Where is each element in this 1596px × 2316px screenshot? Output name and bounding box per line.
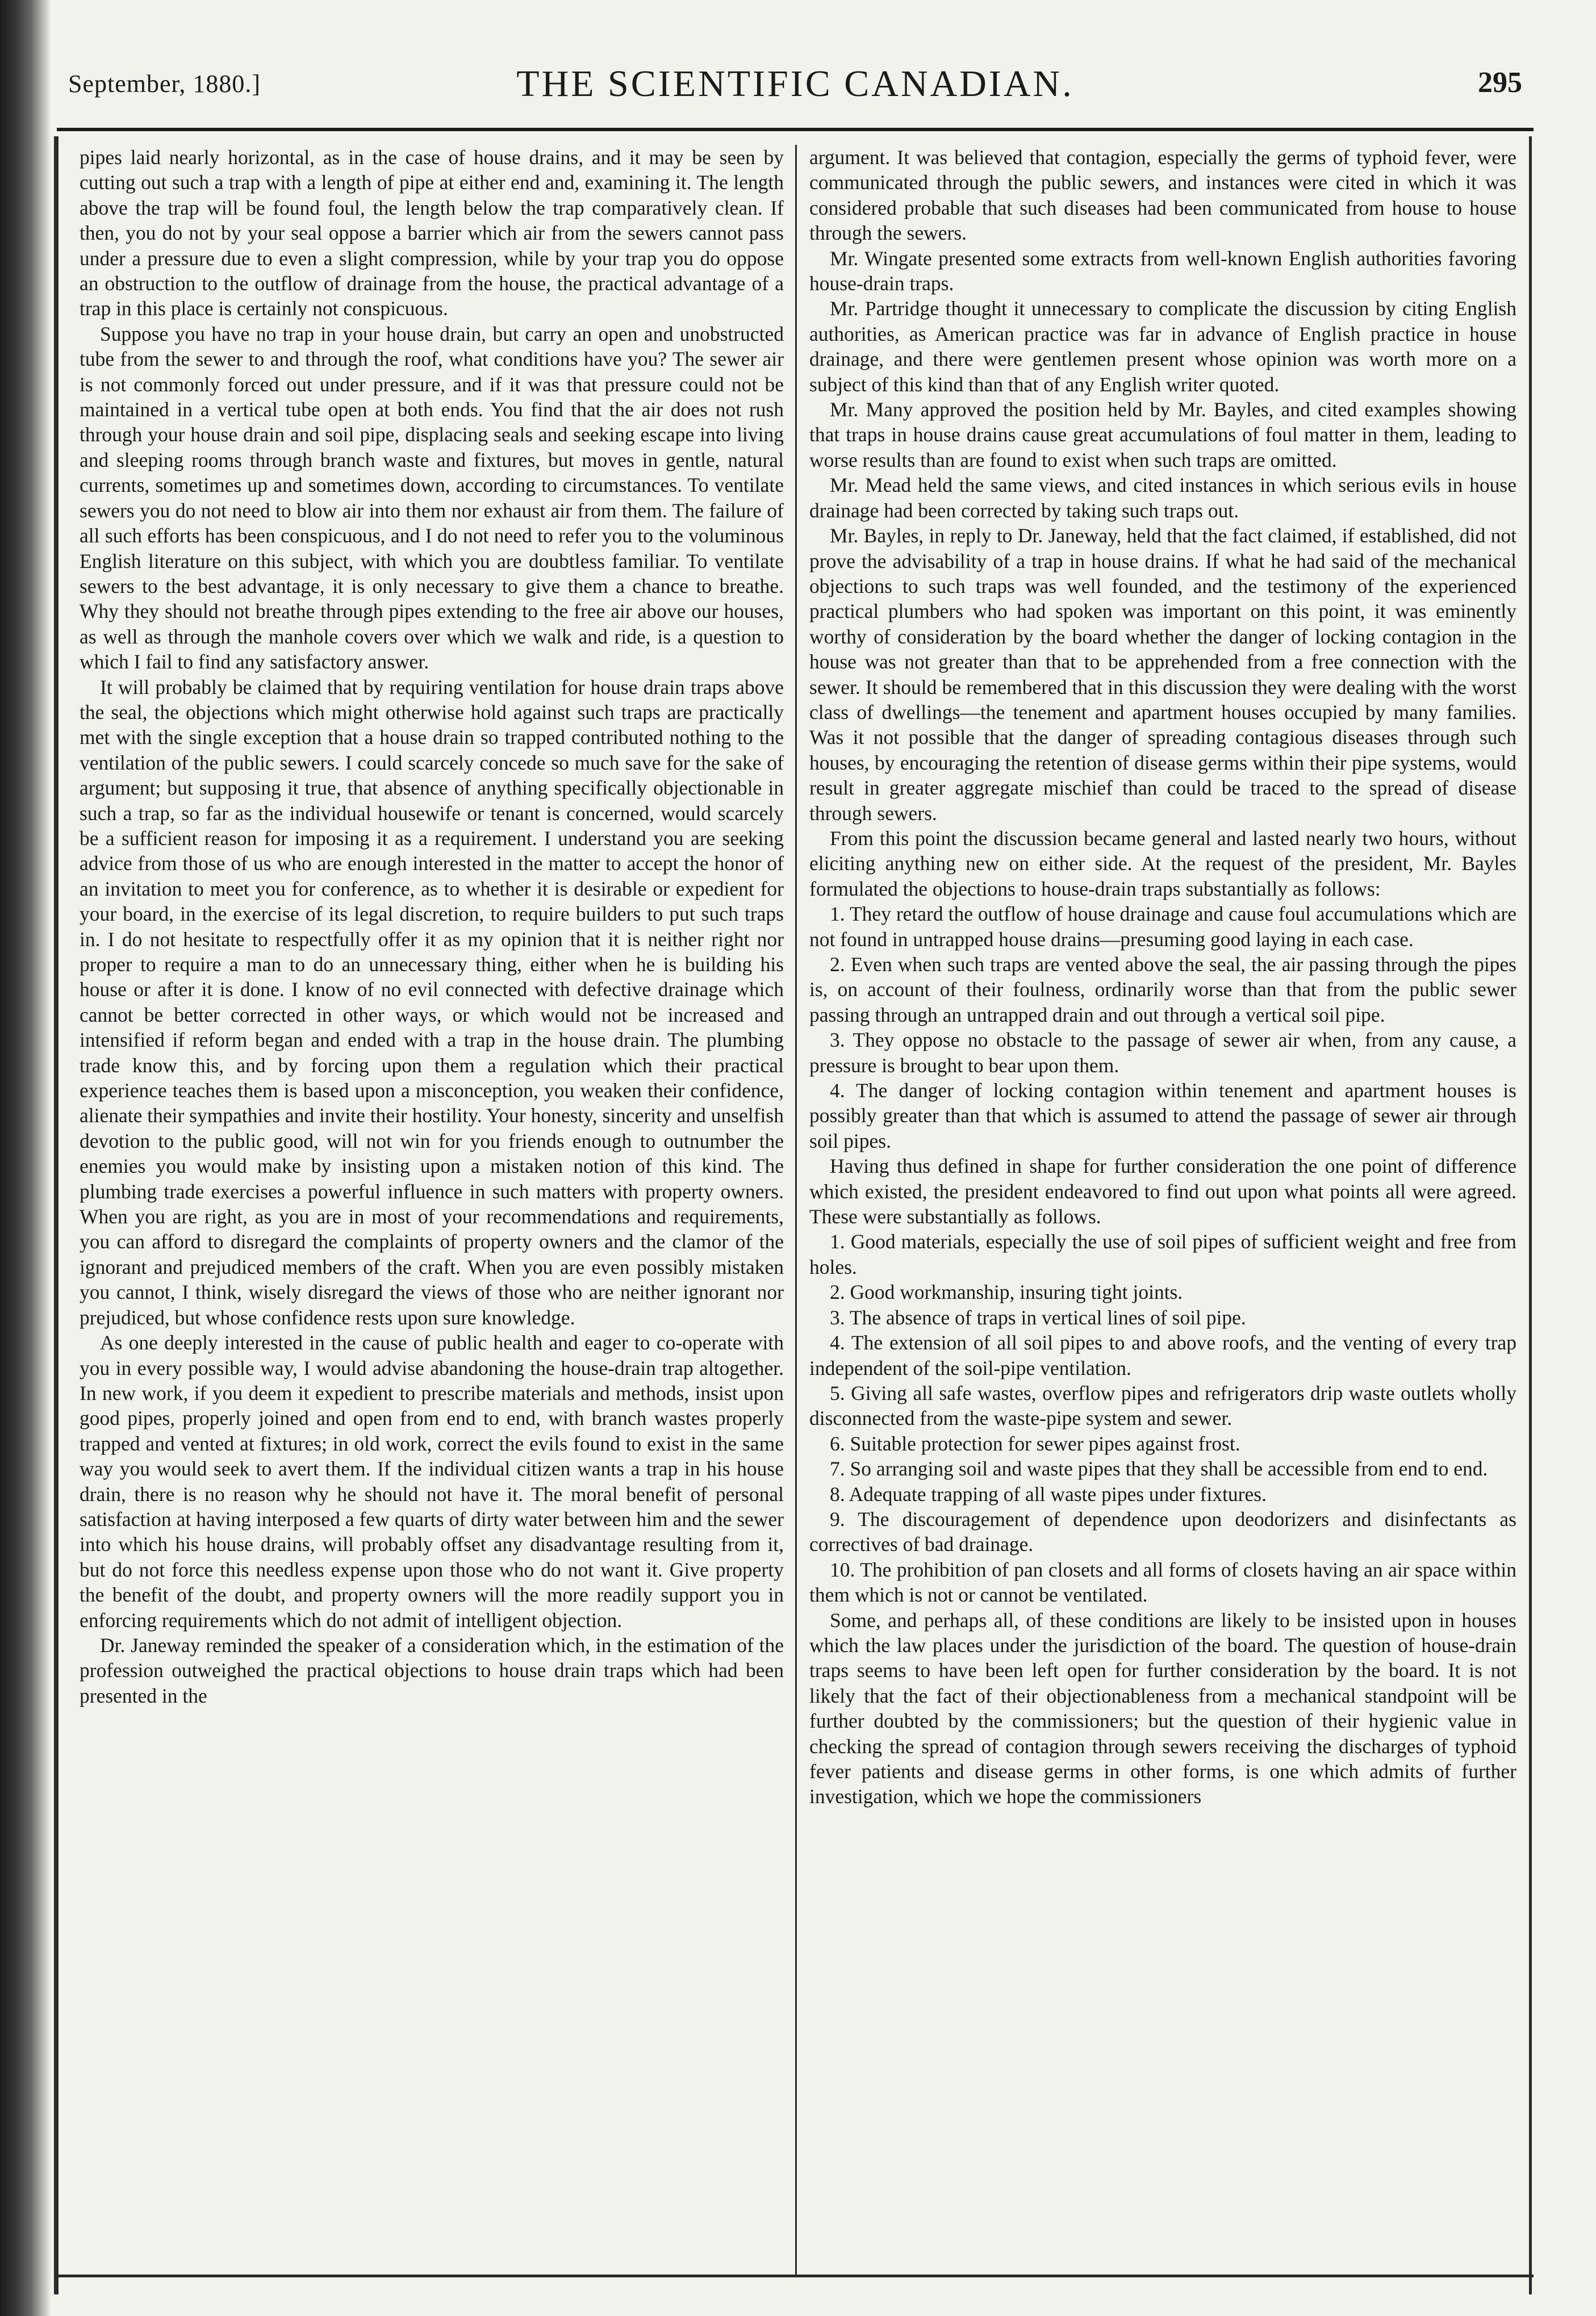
paragraph: Mr. Partridge thought it unnecessary to complicate the discussion by citing English authorities, as American practice was far in advance of English practice in house drainage, and there were gentlemen present whose opinion was worth more on a subject of this kind than that of any English writer quoted. (809, 297, 1516, 396)
paragraph: As one deeply interested in the cause of public health and eager to co-operate with you in every possible way, I would advise abandoning the house-drain trap altogether. In new work, if you deem it expedient to prescribe materials and methods, insist upon good pipes, properly joined and open from end to end, with branch wastes properly trapped and vented at fixtures; in old work, correct the evils found to exist in the same way you would seek to avert them. If the individual citizen wants a trap in his house drain, there is no reason why he should not have it. The moral benefit of personal satisfaction at having interposed a few quarts of dirty water between him and the sewer into which his house drains, will probably offset any disadvantage resulting from it, but do not force this needless expense upon those who do not want it. Give property the benefit of the doubt, and property owners will the more readily support you in enforcing requirements which do not admit of intelligent objection. (80, 1331, 784, 1632)
paragraph: It will probably be claimed that by requiring ventilation for house drain traps above the seal, the objections which might otherwise hold against such traps are practically met with the single exception that a house drain so trapped contributed nothing to the ventilation of the public sewers. I could scarcely concede so much save for the sake of argument; but supposing it true, that absence of anything specifically objectionable in such a trap, so far as the individual housewife or tenant is concerned, would scarcely be a sufficient reason for imposing it as a requirement. I understand you are seeking advice from those of us who are enough interested in the matter to accept the honor of an invitation to meet you for conference, as to whether it is desirable or expedient for your board, in the exercise of its legal discretion, to require builders to put such traps in. I do not hesitate to respectfully offer it as my opinion that it is neither right nor proper to require a man to do an unnecessary thing, either when he is building his house or after it is done. I know of no evil connected with defective drainage which cannot be better corrected in other ways, or which would not be increased and intensified if reform began and ended with a trap in the house drain. The plumbing trade know this, and by forcing upon them a regulation which their practical experience teaches them is based upon a misconception, you weaken their confidence, alienate their sympathies and invite their hostility. Your honesty, sincerity and unselfish devotion to the public good, will not win for you friends enough to outnumber the enemies you would make by insisting upon a mistaken notion of this kind. The plumbing trade exercises a powerful influence in such matters with property owners. When you are right, as you are in most of your recommendations and requirements, you can afford to disregard the complaints of property owners and the clamor of the ignorant and prejudiced members of the craft. When you are even possibly mistaken you cannot, I think, wisely disregard the views of those who are neither ignorant nor prejudiced, but whose confidence rests upon sure knowledge. (80, 675, 784, 1329)
footer-rule (54, 2275, 1534, 2277)
column-divider (795, 145, 797, 2275)
paragraph: Suppose you have no trap in your house drain, but carry an open and unobstructed tube from the sewer to and through the roof, what conditions have you? The sewer air is not commonly forced out under pressure, and if it was that pressure could not be maintained in a vertical tube open at both ends. You find that the air does not rush through your house drain and soil pipe, displacing seals and seeking escape into living and sleeping rooms through branch waste and fixtures, but moves in gentle, natural currents, sometimes up and sometimes down, according to circumstances. To ventilate sewers you do not need to blow air into them nor exhaust air from them. The failure of all such efforts has been conspicuous, and I do not need to refer you to the voluminous English literature on this subject, with which you are doubtless familiar. To ventilate sewers to the best advantage, it is only necessary to give them a chance to breathe. Why they should not breathe through pipes extending to the free air above our houses, as well as through the manhole covers over which we walk and ride, is a question to which I fail to find any satisfactory answer. (80, 322, 784, 674)
paragraph: Mr. Bayles, in reply to Dr. Janeway, held that the fact claimed, if established, did not prove the advisability of a trap in house drains. If what he had said of the mechanical objections to such traps was well founded, and the testimony of the experienced practical plumbers who had spoken was important on this point, it was eminently worthy of consideration by the board whether the danger of locking contagion in the house was not greater than that to be apprehended from a free connection with the sewer. It should be remembered that in this discussion they were dealing with the worst class of dwellings—the tenement and apartment houses occupied by many families. Was it not possible that the danger of spreading contagious diseases through such houses, by encouraging the retention of disease germs within their pipe systems, would result in greater aggregate mischief than could be traced to the spread of disease through sewers. (809, 524, 1516, 825)
paragraph: Dr. Janeway reminded the speaker of a consideration which, in the estimation of the profession outweighed the practical objections to house drain traps which had been presented in the (80, 1633, 784, 1707)
agreement-item: 7. So arranging soil and waste pipes that they shall be accessible from end to end. (830, 1457, 1488, 1481)
paragraph: Mr. Many approved the position held by Mr. Bayles, and cited examples showing that traps in house drains cause great accumulations of foul matter in them, leading to worse results than are found to exist when such traps are omitted. (809, 398, 1516, 471)
page-binding-shadow (0, 0, 51, 2316)
objection-item: 4. The danger of locking contagion within tenement and apartment houses is possibly greater than that which is assumed to attend the passage of sewer air through soil pipes. (809, 1079, 1516, 1152)
left-border-rule (54, 136, 59, 2294)
right-border-rule (1529, 136, 1532, 2294)
header-rule (57, 128, 1534, 131)
paragraph: Some, and perhaps all, of these conditions are likely to be insisted upon in houses which the law places under the jurisdiction of the board. The question of house-drain traps seems to have been left open for further consideration by the board. It is not likely that the fact of their objectionableness from a mechanical standpoint will be further doubted by the commissioners; but the question of their hygienic value in checking the spread of contagion through sewers receiving the discharges of typhoid fever patients and disease germs in other forms, is one which admits of further investigation, which we hope the commissioners (809, 1608, 1516, 1808)
paragraph: argument. It was believed that contagion, especially the germs of typhoid fever, were communicated through the public sewers, and instances were cited in which it was considered probable that such diseases had been communicated from house to house through the sewers. (809, 146, 1516, 245)
left-column (80, 145, 784, 2263)
page-header (57, 62, 1534, 125)
agreement-item: 9. The discouragement of dependence upon deodorizers and disinfectants as correctives of bad drainage. (809, 1507, 1516, 1556)
paragraph: Mr. Wingate presented some extracts from well-known English authorities favoring house-drain traps. (809, 246, 1516, 295)
agreement-item: 3. The absence of traps in vertical lines of soil pipe. (830, 1306, 1246, 1329)
paragraph: From this point the discussion became general and lasted nearly two hours, without eliciting anything new on either side. At the request of the president, Mr. Bayles formulated the objections to house-drain traps substantially as follows: (809, 826, 1516, 900)
agreement-item: 6. Suitable protection for sewer pipes against frost. (830, 1432, 1240, 1455)
objection-item: 2. Even when such traps are vented above the seal, the air passing through the pipes is, on account of their foulness, ordinarily worse than that from the public sewer passing through an untrapped drain and out through a vertical soil pipe. (809, 953, 1516, 1026)
agreement-item: 2. Good workmanship, insuring tight joints. (830, 1281, 1183, 1304)
agreement-item: 4. The extension of all soil pipes to and above roofs, and the venting of every trap independent of the soil-pipe ventilation. (809, 1331, 1516, 1379)
objection-item: 3. They oppose no obstacle to the passage of sewer air when, from any cause, a pressure is brought to bear upon them. (809, 1029, 1516, 1077)
objection-item: 1. They retard the outflow of house drainage and cause foul accumulations which are not found in untrapped house drains—presuming good laying in each case. (809, 902, 1516, 951)
issue-date: September, 1880.] (68, 70, 261, 98)
paragraph: Having thus defined in shape for further consideration the one point of difference which existed, the president endeavored to find out upon what points all were agreed. These were substantially as follows. (809, 1155, 1516, 1228)
agreement-item: 1. Good materials, especially the use of soil pipes of sufficient weight and free from holes. (809, 1230, 1516, 1278)
page-number: 295 (1478, 66, 1522, 99)
agreement-item: 10. The prohibition of pan closets and all forms of closets having an air space within them which is not or cannot be ventilated. (809, 1558, 1516, 1607)
paragraph: pipes laid nearly horizontal, as in the case of house drains, and it may be seen by cutting out such a trap with a length of pipe at either end and, examining it. The length above the trap will be found foul, the length below the trap comparatively clean. If then, you do not by your seal oppose a barrier which air from the sewers cannot pass under a pressure due to even a slight compression, while by your trap you do oppose an obstruction to the outflow of drainage from the house, the practical advantage of a trap in this place is certainly not conspicuous. (80, 146, 784, 320)
right-column (809, 145, 1516, 2263)
journal-title: THE SCIENTIFIC CANADIAN. (516, 63, 1074, 104)
agreement-item: 5. Giving all safe wastes, overflow pipes and refrigerators drip waste outlets wholly disconnected from the waste-pipe system and sewer. (809, 1381, 1516, 1430)
agreement-item: 8. Adequate trapping of all waste pipes under fixtures. (830, 1482, 1267, 1506)
paragraph: Mr. Mead held the same views, and cited instances in which serious evils in house drainage had been corrected by taking such traps out. (809, 474, 1516, 522)
